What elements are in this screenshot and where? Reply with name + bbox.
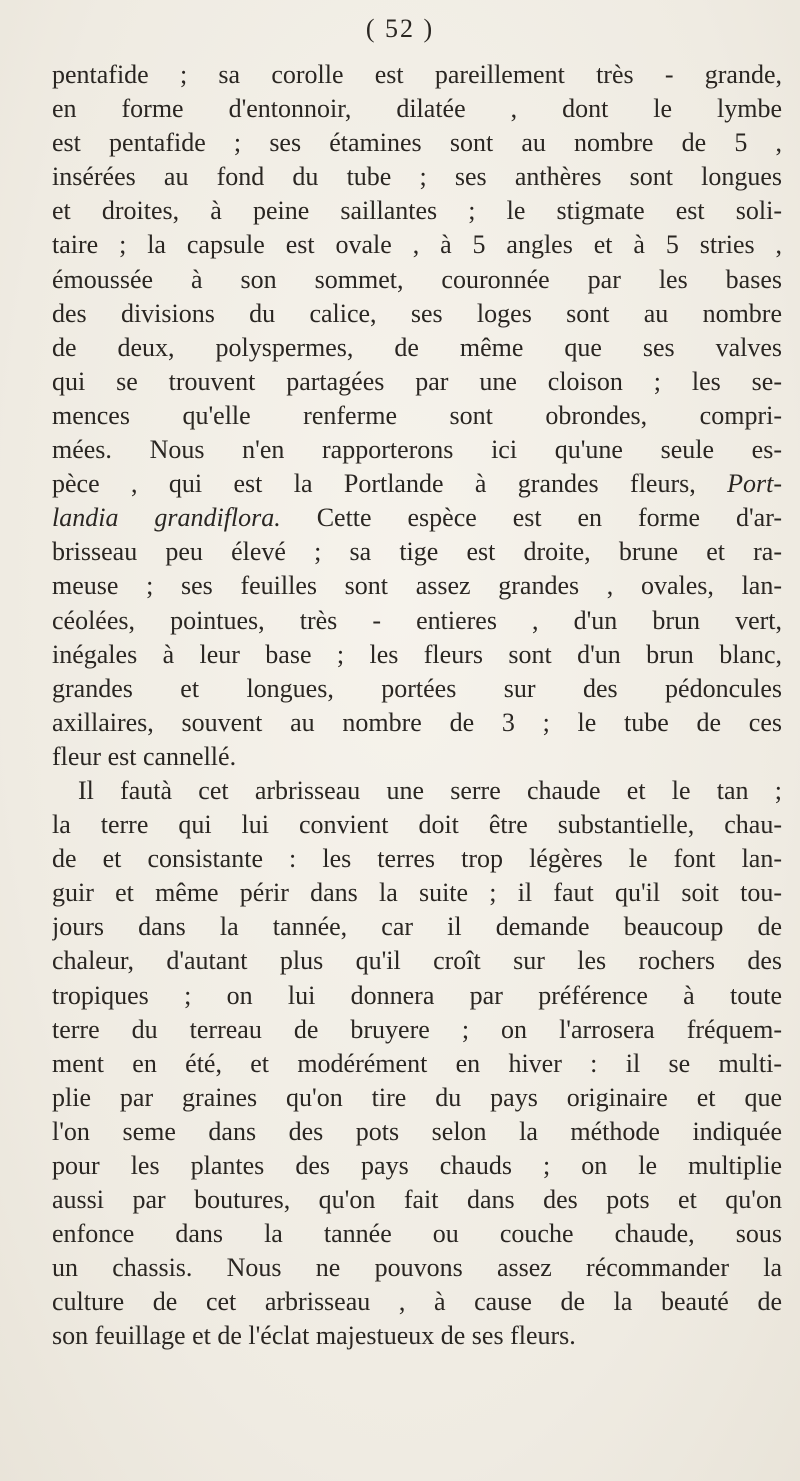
text-line: culture de cet arbrisseau , à cause de la beauté de	[52, 1287, 782, 1317]
text-line: meuse ; ses feuilles sont assez grandes , ovales, lan-	[52, 571, 782, 601]
text-line: de deux, polyspermes, de même que ses valves	[52, 332, 782, 362]
text-line: la terre qui lui convient doit être substantielle, chau-	[52, 810, 782, 840]
text-line: fleur est cannellé.	[52, 741, 237, 771]
text-line: aussi par boutures, qu'on fait dans des pots et qu'on	[52, 1185, 782, 1215]
text-line: jours dans la tannée, car il demande beaucoup de	[52, 912, 782, 942]
text-line: est pentafide ; ses étamines sont au nombre de 5 ,	[52, 128, 782, 158]
body-text	[52, 58, 782, 1354]
page-number: ( 52 )	[365, 14, 435, 43]
text-line: pentafide ; sa corolle est pareillement très - grande,	[52, 60, 782, 89]
text-line: insérées au fond du tube ; ses anthères sont longues	[52, 162, 782, 192]
text-line: qui se trouvent partagées par une cloison ; les se-	[52, 366, 782, 396]
text-run: pèce , qui est la Portlande à grandes fleurs,	[52, 469, 696, 499]
text-line: en forme d'entonnoir, dilatée , dont le lymbe	[52, 94, 782, 124]
text-line	[52, 467, 782, 501]
text-line: guir et même périr dans la suite ; il faut qu'il soit tou-	[52, 878, 782, 908]
text-line	[52, 501, 782, 535]
text-line: Il fautà cet arbrisseau une serre chaude et le tan ;	[78, 775, 782, 805]
text-line: plie par graines qu'on tire du pays originaire et que	[52, 1082, 782, 1112]
species-name-italic: Port-	[727, 469, 782, 499]
text-line: mées. Nous n'en rapporterons ici qu'une seule es-	[52, 435, 782, 465]
text-line: et droites, à peine saillantes ; le stigmate est soli-	[52, 196, 782, 226]
species-name-italic: landia grandiflora.	[52, 503, 281, 533]
text-run: Cette espèce est en forme d'ar-	[280, 503, 782, 533]
text-line: de et consistante : les terres trop légères le font lan-	[52, 844, 782, 874]
text-line: émoussée à son sommet, couronnée par les bases	[52, 264, 782, 294]
text-line: ment en été, et modérément en hiver : il se multi-	[52, 1048, 782, 1078]
text-line: enfonce dans la tannée ou couche chaude, sous	[52, 1219, 782, 1249]
text-line: l'on seme dans des pots selon la méthode indiquée	[52, 1116, 782, 1146]
text-line: son feuillage et de l'éclat majestueux de ses fleurs.	[52, 1321, 576, 1351]
text-line: grandes et longues, portées sur des pédoncules	[52, 673, 782, 703]
text-line: pour les plantes des pays chauds ; on le multiplie	[52, 1151, 782, 1180]
text-line: mences qu'elle renferme sont obrondes, compri-	[52, 400, 782, 430]
text-line: un chassis. Nous ne pouvons assez récommander la	[52, 1253, 782, 1283]
text-line: brisseau peu élevé ; sa tige est droite, brune et ra-	[52, 537, 782, 567]
text-line: terre du terreau de bruyere ; on l'arrosera fréquem-	[52, 1014, 782, 1044]
text-line: inégales à leur base ; les fleurs sont d'un brun blanc,	[52, 639, 782, 669]
text-line: céolées, pointues, très - entieres , d'un brun vert,	[52, 605, 782, 635]
text-line: taire ; la capsule est ovale , à 5 angles et à 5 stries ,	[52, 230, 782, 260]
text-line: des divisions du calice, ses loges sont au nombre	[52, 298, 782, 328]
text-line: tropiques ; on lui donnera par préférence à toute	[52, 980, 782, 1010]
text-line: chaleur, d'autant plus qu'il croît sur les rochers des	[52, 946, 782, 976]
text-line: axillaires, souvent au nombre de 3 ; le tube de ces	[52, 707, 782, 737]
